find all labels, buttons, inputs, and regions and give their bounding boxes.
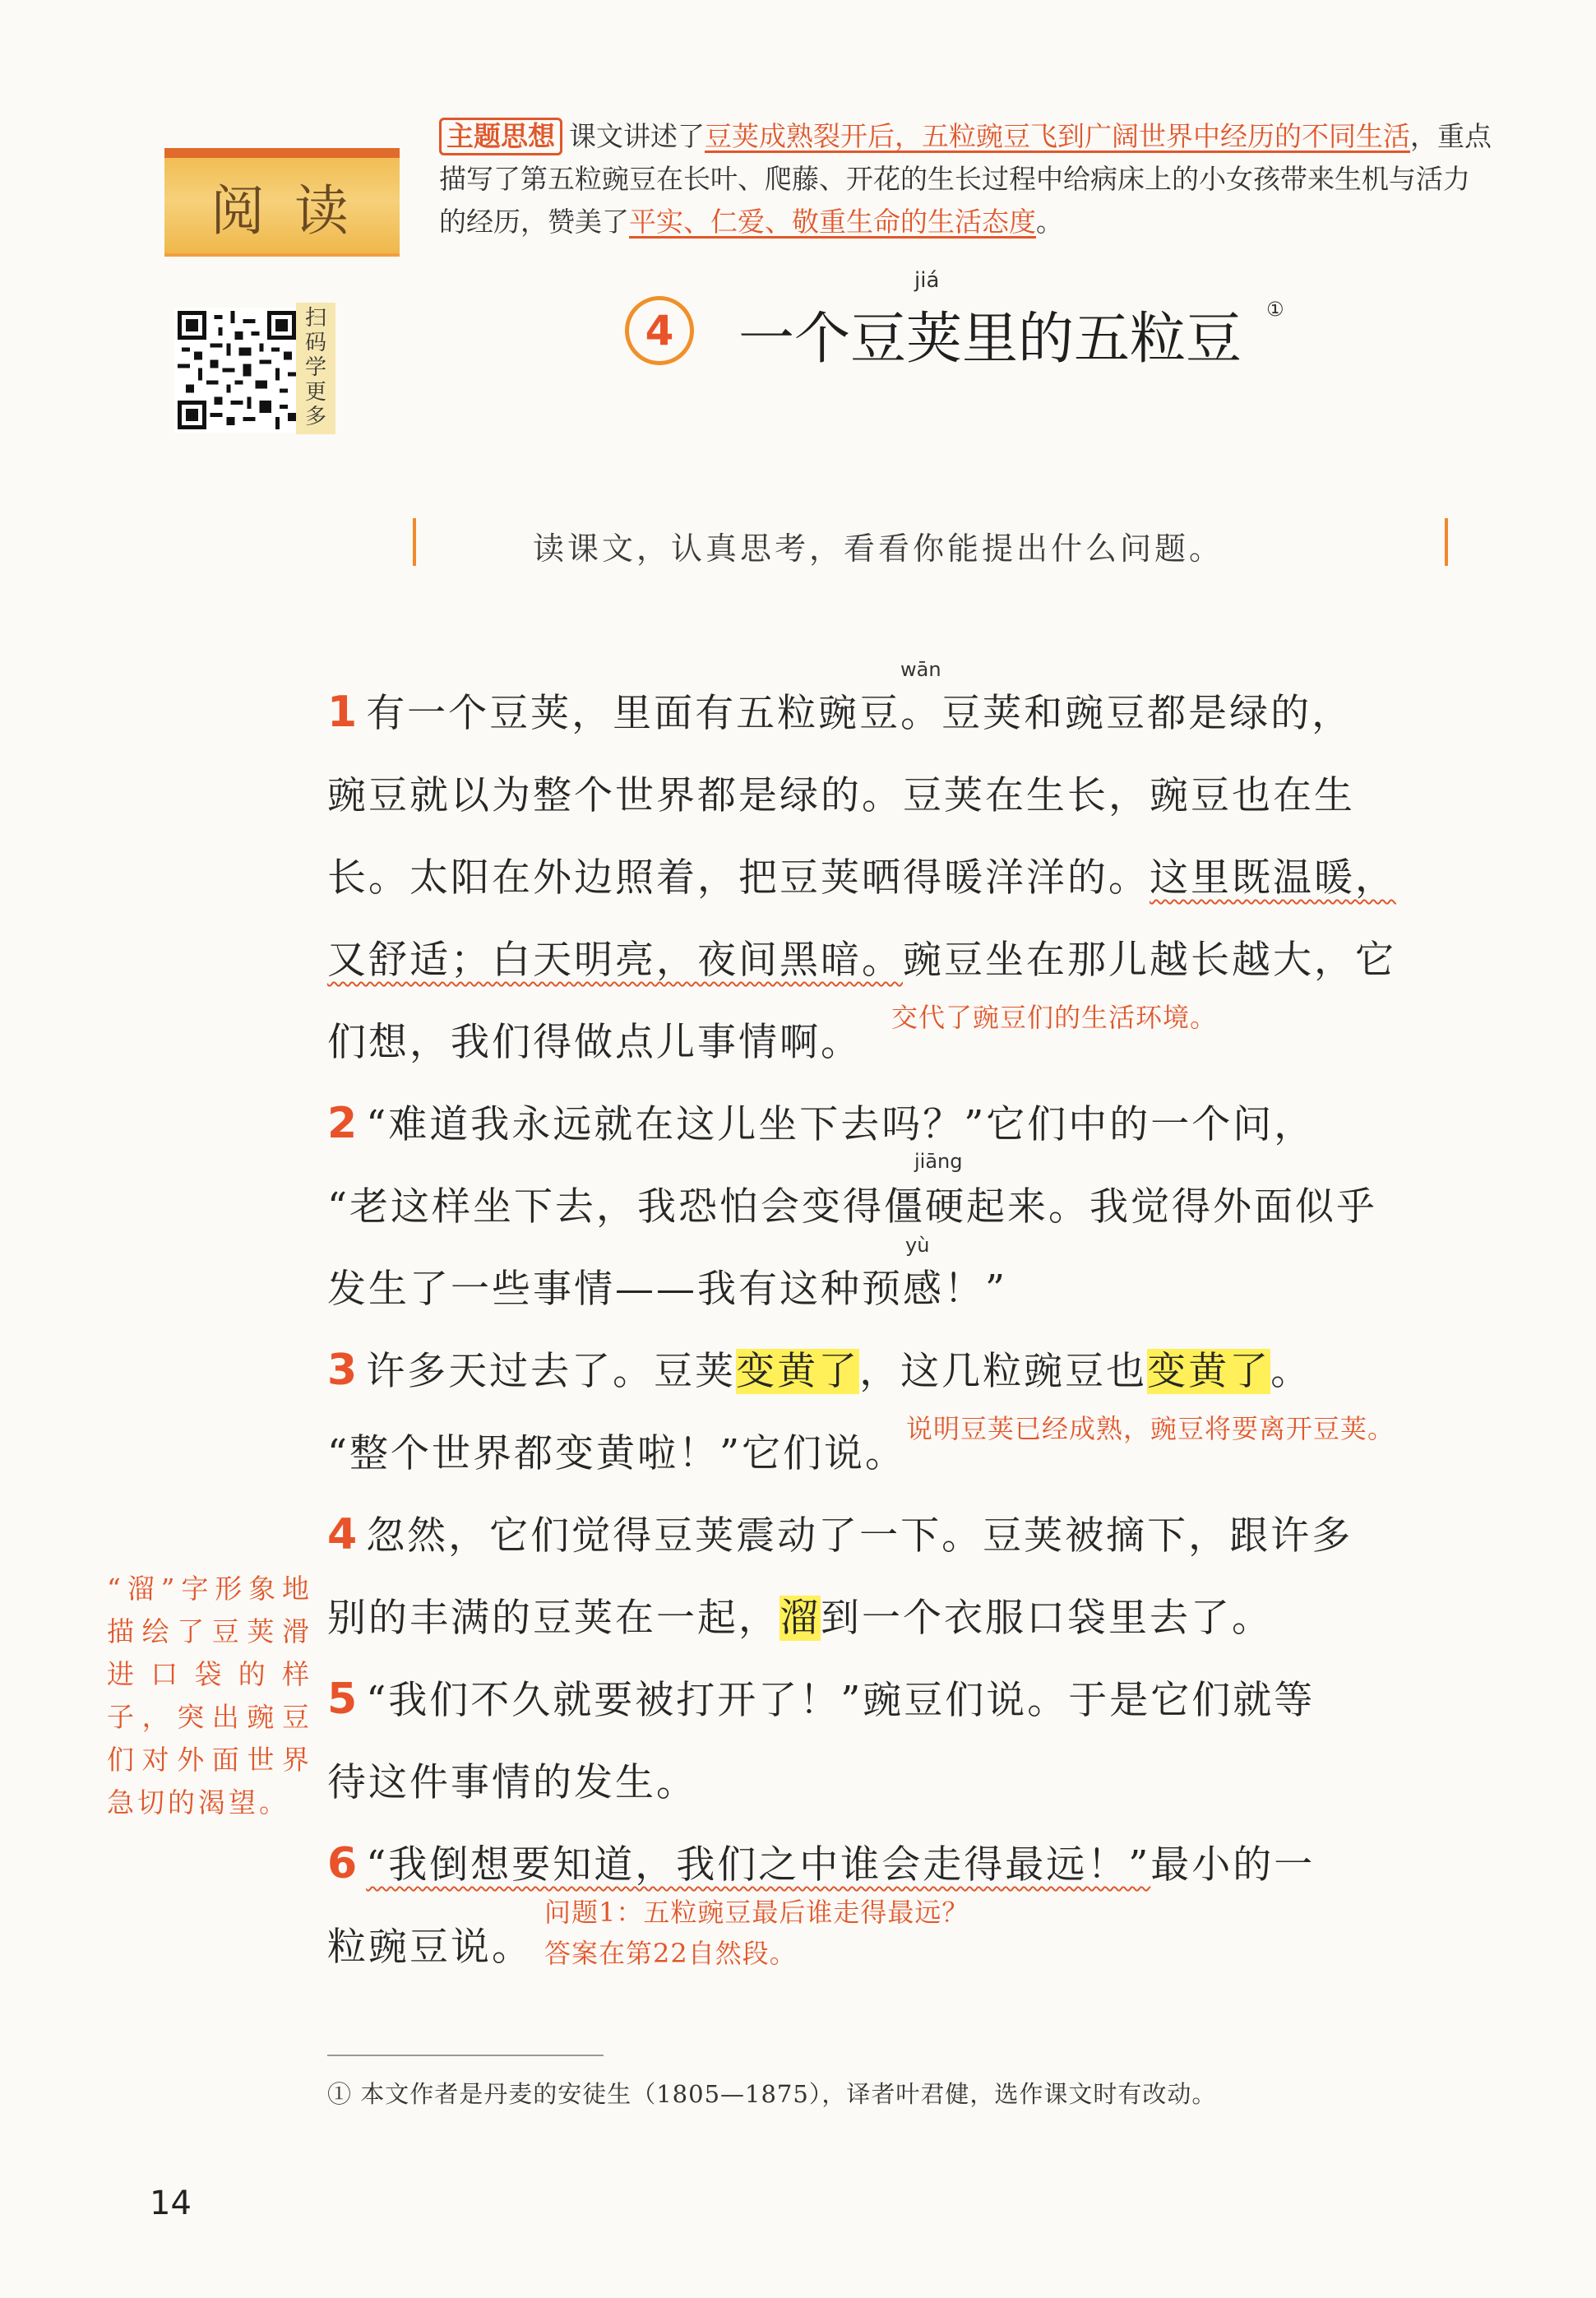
theme-tag: 主题思想 (439, 118, 562, 155)
p5-line-1 (327, 1670, 1315, 1725)
theme-highlight-2: 平实、仁爱、敬重生命的生活态度 (629, 206, 1036, 238)
lesson-number: 4 (625, 296, 694, 365)
p1-line-2: 豌豆就以为整个世界都是绿的。豆荚在生长，豌豆也在生 (327, 773, 1355, 818)
p5-text-1: “我们不久就要被打开了！”豌豆们说。于是它们就等 (366, 1678, 1316, 1723)
p4-text-1: 忽然，它们觉得豆荚震动了一下。豆荚被摘下，跟许多 (366, 1513, 1353, 1559)
theme-summary (439, 115, 1492, 243)
p1-line-4 (327, 929, 1396, 985)
p4-text-2a: 别的丰满的豆荚在一起， (327, 1596, 779, 1641)
p1-wavy-1: 这里既温暖， (1150, 855, 1396, 901)
p3-text-1a: 许多天过去了。豆荚 (366, 1349, 737, 1394)
p2-text-1: “难道我永远就在这儿坐下去吗？”它们中的一个问， (366, 1102, 1316, 1147)
p1-line-5: 们想，我们得做点儿事情啊。 (327, 1020, 862, 1065)
pinyin-jiang: jiāng (914, 1150, 963, 1173)
footnote-marker: ① (1266, 298, 1284, 321)
pinyin-jia: jiá (914, 268, 940, 293)
p1-text-1: 有一个豆荚，里面有五粒豌豆。豆荚和豌豆都是绿的， (366, 691, 1353, 736)
p4-text-2c: 到一个衣服口袋里去了。 (821, 1596, 1273, 1641)
p3-line-2: “整个世界都变黄啦！”它们说。 (327, 1431, 907, 1476)
p6-line-2: 粒豌豆说。 (327, 1925, 533, 1970)
footnote: ① 本文作者是丹麦的安徒生（1805—1875），译者叶君健，选作课文时有改动。 (327, 2080, 1217, 2108)
reading-prompt: 读课文，认真思考，看看你能提出什么问题。 (533, 530, 1224, 567)
p5-line-2: 待这件事情的发生。 (327, 1760, 697, 1805)
annotation-answer: 答案在第22自然段。 (544, 1938, 797, 1969)
annotation-ripe: 说明豆荚已经成熟，豌豆将要离开豆荚。 (906, 1413, 1395, 1444)
annotation-question: 问题1：五粒豌豆最后谁走得最远？ (544, 1897, 969, 1928)
paragraph-number: 1 (327, 688, 360, 737)
p1-line-3 (327, 847, 1396, 902)
p1-wavy-2: 又舒适；白天明亮，夜间黑暗。 (327, 938, 903, 983)
theme-text-3: 。 (1036, 206, 1063, 238)
footnote-divider (327, 2055, 604, 2056)
paragraph-number: 3 (327, 1346, 360, 1395)
p2-line-3: 发生了一些事情——我有这种预感！” (327, 1267, 1008, 1312)
section-label: 阅读 (210, 178, 378, 243)
paragraph-number: 2 (327, 1099, 360, 1148)
p1-text-4b: 豌豆坐在那儿越长越大，它 (903, 938, 1396, 983)
side-annotation: “溜”字形象地描绘了豆荚滑进口袋的样子，突出豌豆们对外面世界急切的渴望。 (107, 1573, 312, 1818)
annotation-environment: 交代了豌豆们的生活环境。 (891, 1002, 1218, 1033)
highlight-yellow-1: 变黄了 (736, 1349, 860, 1394)
p1-text-3a: 长。太阳在外边照着，把豆荚晒得暖洋洋的。 (327, 855, 1150, 901)
theme-text-2: ，重点描写了第五粒豌豆在长叶、爬藤、开花的生长过程中给病床上的小女孩带来生机与活力的经历，赞美了 (439, 120, 1492, 238)
p3-text-1c: ，这几粒豌豆也 (859, 1349, 1148, 1394)
paragraph-number: 5 (327, 1675, 360, 1724)
highlight-yellow-3: 溜 (779, 1596, 821, 1641)
qr-caption: 扫码学更多 (296, 303, 335, 434)
qr-code-icon[interactable] (174, 308, 299, 433)
theme-text-1: 课文讲述了 (569, 120, 705, 152)
highlight-yellow-2: 变黄了 (1147, 1349, 1271, 1394)
lesson-title: 一个豆荚里的五粒豆 (738, 307, 1242, 372)
prompt-bar-right (1445, 518, 1448, 566)
paragraph-number: 6 (327, 1839, 360, 1888)
pinyin-wan: wān (900, 658, 941, 681)
p6-text-1b: 最小的一 (1150, 1842, 1316, 1888)
p3-text-1e: 。 (1270, 1349, 1312, 1394)
page-number: 14 (150, 2184, 192, 2222)
p1-line-1 (327, 683, 1353, 738)
p3-line-1 (327, 1341, 1311, 1396)
p2-line-2: “老这样坐下去，我恐怕会变得僵硬起来。我觉得外面似乎 (327, 1184, 1378, 1230)
p4-line-1 (327, 1505, 1353, 1560)
paragraph-number: 4 (327, 1510, 360, 1559)
p4-line-2 (327, 1587, 1273, 1642)
pinyin-yu: yù (905, 1234, 930, 1257)
p6-line-1 (327, 1834, 1315, 1889)
section-badge (164, 148, 400, 257)
p2-line-1 (327, 1094, 1315, 1149)
p6-wavy: “我倒想要知道，我们之中谁会走得最远！” (366, 1842, 1151, 1888)
prompt-bar-left (413, 518, 416, 566)
theme-highlight-1: 豆荚成熟裂开后，五粒豌豆飞到广阔世界中经历的不同生活 (705, 120, 1410, 152)
